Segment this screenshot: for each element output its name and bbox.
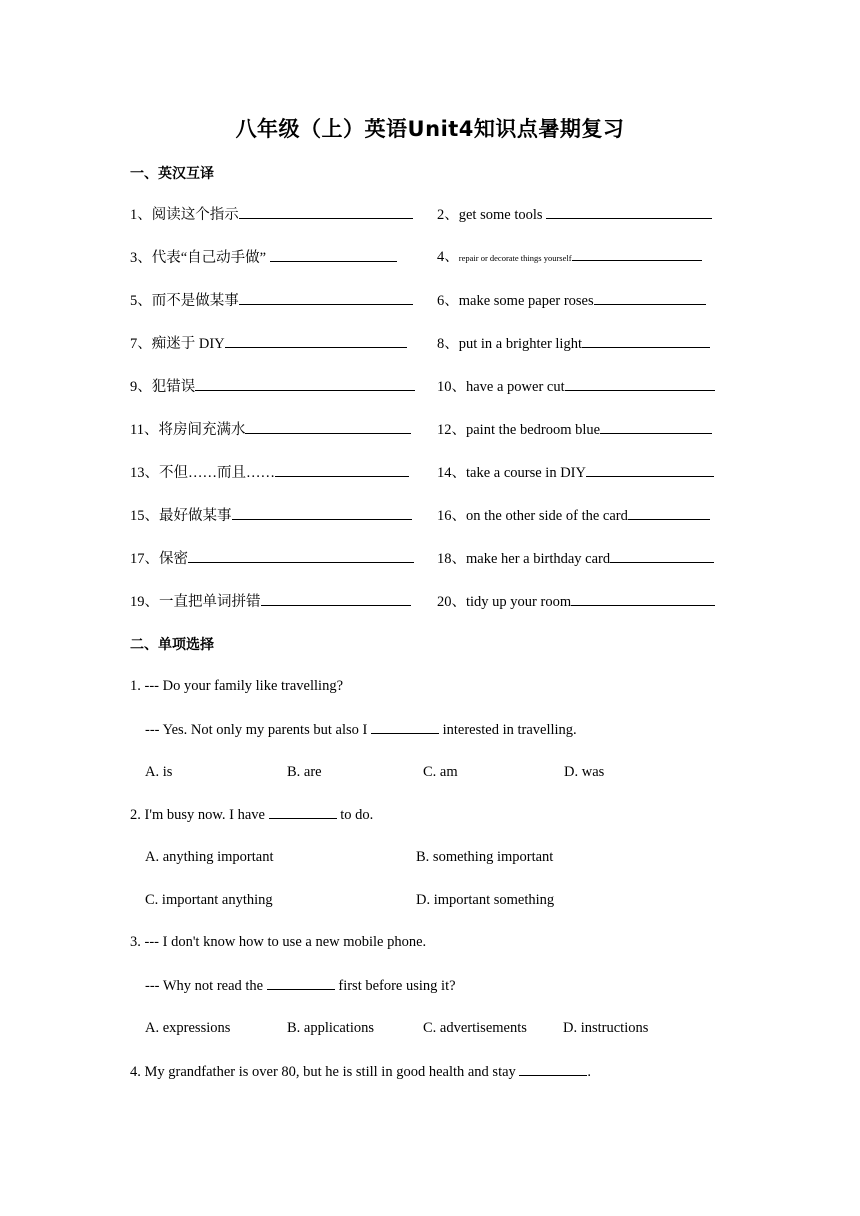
answer-blank[interactable] bbox=[267, 976, 335, 990]
page-title: 八年级（上）英语Unit4知识点暑期复习 bbox=[235, 117, 625, 141]
answer-blank[interactable] bbox=[571, 592, 715, 606]
answer-blank[interactable] bbox=[586, 463, 714, 477]
question-4-stem: 4. My grandfather is over 80, but he is still in good health and stay . bbox=[130, 1064, 592, 1080]
question-3-option-c[interactable]: C. advertisements bbox=[423, 1020, 527, 1036]
question-3-option-d[interactable]: D. instructions bbox=[563, 1020, 649, 1036]
answer-blank[interactable] bbox=[188, 549, 414, 563]
translation-item-2: 2、get some tools bbox=[437, 205, 712, 224]
question-3-stem: 3. --- I don't know how to use a new mobile phone. bbox=[130, 934, 427, 950]
answer-blank[interactable] bbox=[572, 250, 702, 261]
translation-item-16: 16、on the other side of the card bbox=[437, 506, 710, 525]
translation-item-10: 10、have a power cut bbox=[437, 377, 715, 396]
question-1-reply: --- Yes. Not only my parents but also I interested in travelling. bbox=[145, 722, 577, 738]
question-3-option-a[interactable]: A. expressions bbox=[145, 1020, 231, 1036]
translation-item-6: 6、make some paper roses bbox=[437, 291, 706, 310]
translation-item-5: 5、而不是做某事 bbox=[130, 291, 413, 310]
translation-item-13: 13、不但……而且…… bbox=[130, 463, 409, 482]
answer-blank[interactable] bbox=[232, 506, 412, 520]
answer-blank[interactable] bbox=[245, 420, 411, 434]
question-3-option-b[interactable]: B. applications bbox=[287, 1020, 374, 1036]
question-1-stem: 1. --- Do your family like travelling? bbox=[130, 678, 344, 694]
answer-blank[interactable] bbox=[275, 463, 409, 477]
translation-item-12: 12、paint the bedroom blue bbox=[437, 420, 712, 439]
translation-item-9: 9、犯错误 bbox=[130, 377, 415, 396]
translation-item-4: 4、repair or decorate things yourself bbox=[437, 248, 702, 267]
translation-item-17: 17、保密 bbox=[130, 549, 414, 568]
answer-blank[interactable] bbox=[519, 1062, 587, 1076]
answer-blank[interactable] bbox=[269, 805, 337, 819]
answer-blank[interactable] bbox=[371, 720, 439, 734]
answer-blank[interactable] bbox=[594, 291, 706, 305]
answer-blank[interactable] bbox=[600, 420, 712, 434]
question-2-stem: 2. I'm busy now. I have to do. bbox=[130, 807, 374, 823]
question-1-option-a[interactable]: A. is bbox=[145, 764, 173, 780]
translation-item-8: 8、put in a brighter light bbox=[437, 334, 710, 353]
translation-item-19: 19、一直把单词拼错 bbox=[130, 592, 411, 611]
question-3-reply: --- Why not read the first before using it? bbox=[145, 978, 456, 994]
answer-blank[interactable] bbox=[582, 334, 710, 348]
translation-item-20: 20、tidy up your room bbox=[437, 592, 715, 611]
answer-blank[interactable] bbox=[546, 205, 712, 219]
section-heading-choice: 二、单项选择 bbox=[130, 637, 214, 653]
translation-item-15: 15、最好做某事 bbox=[130, 506, 412, 525]
answer-blank[interactable] bbox=[261, 592, 411, 606]
answer-blank[interactable] bbox=[565, 377, 715, 391]
translation-item-14: 14、take a course in DIY bbox=[437, 463, 714, 482]
answer-blank[interactable] bbox=[239, 205, 413, 219]
question-1-option-c[interactable]: C. am bbox=[423, 764, 458, 780]
question-2-option-d[interactable]: D. important something bbox=[416, 892, 555, 908]
answer-blank[interactable] bbox=[195, 377, 415, 391]
answer-blank[interactable] bbox=[270, 248, 397, 262]
translation-item-18: 18、make her a birthday card bbox=[437, 549, 714, 568]
question-2-option-b[interactable]: B. something important bbox=[416, 849, 554, 865]
answer-blank[interactable] bbox=[628, 506, 710, 520]
translation-item-11: 11、将房间充满水 bbox=[130, 420, 411, 439]
question-1-option-b[interactable]: B. are bbox=[287, 764, 322, 780]
translation-item-7: 7、痴迷于 DIY bbox=[130, 334, 407, 353]
section-heading-translation: 一、英汉互译 bbox=[130, 166, 214, 182]
question-2-option-c[interactable]: C. important anything bbox=[145, 892, 273, 908]
answer-blank[interactable] bbox=[225, 334, 407, 348]
question-2-option-a[interactable]: A. anything important bbox=[145, 849, 274, 865]
translation-item-3: 3、代表“自己动手做” bbox=[130, 248, 397, 267]
answer-blank[interactable] bbox=[239, 291, 413, 305]
answer-blank[interactable] bbox=[610, 549, 714, 563]
translation-item-1: 1、阅读这个指示 bbox=[130, 205, 413, 224]
question-1-option-d[interactable]: D. was bbox=[564, 764, 605, 780]
